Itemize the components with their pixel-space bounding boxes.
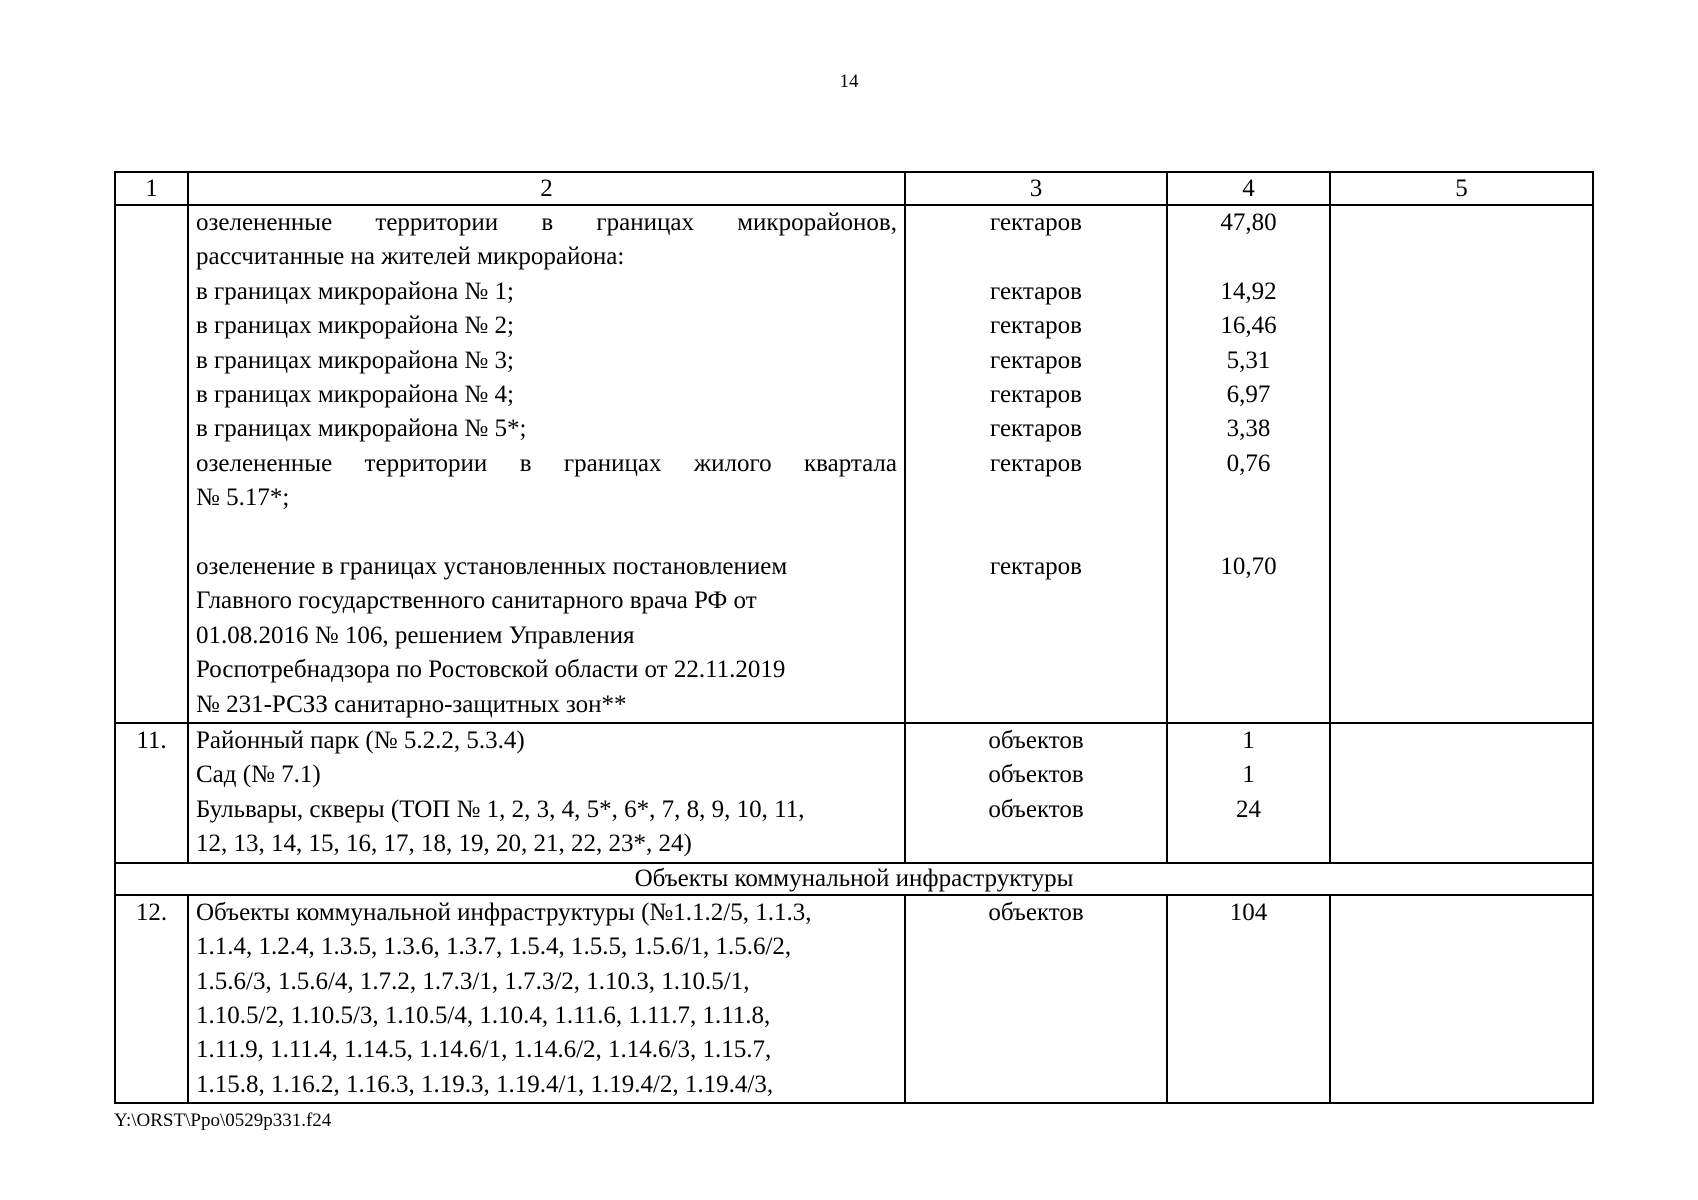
description-line: 1.11.9, 1.11.4, 1.14.5, 1.14.6/1, 1.14.6/2, 1.14.6/3, 1.15.7, bbox=[196, 1036, 772, 1064]
description-line: 01.08.2016 № 106, решением Управления bbox=[196, 621, 635, 649]
table-row-green-areas bbox=[115, 205, 1593, 723]
description-line: рассчитанные на жителей микрорайона: bbox=[196, 243, 625, 271]
description-line: Роспотребнадзора по Ростовской области от 22.11.2019 bbox=[196, 656, 786, 684]
description-line: в границах микрорайона № 3; bbox=[196, 346, 514, 374]
description-cell bbox=[188, 723, 905, 863]
description-line: в границах микрорайона № 1; bbox=[196, 277, 514, 305]
description-line: в границах микрорайона № 2; bbox=[196, 312, 514, 340]
unit-value: гектаров bbox=[990, 415, 1082, 443]
table-row-11 bbox=[115, 723, 1593, 863]
description-line: № 231-РСЗЗ санитарно-защитных зон** bbox=[196, 690, 627, 718]
description-line: 1.10.5/2, 1.10.5/3, 1.10.5/4, 1.10.4, 1.11.6, 1.11.7, 1.11.8, bbox=[196, 1001, 771, 1029]
description-line: Объекты коммунальной инфраструктуры (№1.1.2/5, 1.1.3, bbox=[196, 898, 812, 926]
unit-cell bbox=[905, 723, 1167, 863]
amount-value: 47,80 bbox=[1220, 209, 1277, 236]
description-line: Главного государственного санитарного врача РФ от bbox=[196, 587, 757, 615]
row-number bbox=[115, 205, 188, 723]
description-line: Сад (№ 7.1) bbox=[196, 761, 321, 789]
value-cell bbox=[1167, 723, 1330, 863]
description-line: Бульвары, скверы (ТОП № 1, 2, 3, 4, 5*, 6*, 7, 8, 9, 10, 11, bbox=[196, 795, 805, 823]
unit-cell bbox=[905, 895, 1167, 1103]
column-header: 4 bbox=[1167, 172, 1330, 205]
unit-value: гектаров bbox=[990, 312, 1082, 340]
description-cell bbox=[188, 205, 905, 723]
description-line: озелененные территории в границах жилого квартала bbox=[196, 449, 897, 477]
amount-value: 24 bbox=[1236, 795, 1261, 823]
unit-value: объектов bbox=[988, 898, 1084, 926]
amount-value: 0,76 bbox=[1226, 449, 1271, 477]
value-cell bbox=[1167, 205, 1330, 723]
description-line: озеленение в границах установленных постановлением bbox=[196, 553, 788, 581]
row-number: 12. bbox=[115, 895, 188, 1103]
unit-value: гектаров bbox=[990, 209, 1082, 236]
note-cell bbox=[1330, 723, 1593, 863]
section-header-row bbox=[115, 863, 1593, 895]
description-line: 12, 13, 14, 15, 16, 17, 18, 19, 20, 21, 22, 23*, 24) bbox=[196, 830, 692, 858]
unit-value: гектаров bbox=[990, 449, 1082, 477]
page-number: 14 bbox=[839, 71, 859, 92]
description-line: озелененные территории в границах микрорайонов, bbox=[196, 209, 897, 236]
unit-value: объектов bbox=[988, 795, 1084, 823]
amount-value: 16,46 bbox=[1220, 312, 1277, 340]
unit-value: гектаров bbox=[990, 277, 1082, 305]
description-line: в границах микрорайона № 5*; bbox=[196, 415, 527, 443]
column-header: 2 bbox=[188, 172, 905, 205]
description-line: 1.15.8, 1.16.2, 1.16.3, 1.19.3, 1.19.4/1, 1.19.4/2, 1.19.4/3, bbox=[196, 1070, 774, 1098]
section-title: Объекты коммунальной инфраструктуры bbox=[115, 863, 1593, 895]
unit-value: гектаров bbox=[990, 553, 1082, 581]
description-line: № 5.17*; bbox=[196, 484, 290, 512]
file-path-footer: Y:\ORST\Ppo\0529p331.f24 bbox=[114, 1110, 332, 1131]
column-header: 5 bbox=[1330, 172, 1593, 205]
amount-value: 5,31 bbox=[1226, 346, 1271, 374]
table-header-row bbox=[115, 172, 1593, 205]
description-line: 1.5.6/3, 1.5.6/4, 1.7.2, 1.7.3/1, 1.7.3/2, 1.10.3, 1.10.5/1, bbox=[196, 967, 750, 995]
table-row-12 bbox=[115, 895, 1593, 1103]
column-header: 3 bbox=[905, 172, 1167, 205]
unit-value: объектов bbox=[988, 727, 1084, 755]
data-table bbox=[114, 171, 1594, 1104]
unit-cell bbox=[905, 205, 1167, 723]
amount-value: 104 bbox=[1229, 898, 1268, 926]
unit-value: объектов bbox=[988, 761, 1084, 789]
description-cell bbox=[188, 895, 905, 1103]
column-header: 1 bbox=[115, 172, 188, 205]
amount-value: 10,70 bbox=[1220, 553, 1277, 581]
value-cell bbox=[1167, 895, 1330, 1103]
row-number: 11. bbox=[115, 723, 188, 863]
description-line: 1.1.4, 1.2.4, 1.3.5, 1.3.6, 1.3.7, 1.5.4, 1.5.5, 1.5.6/1, 1.5.6/2, bbox=[196, 933, 792, 961]
amount-value: 3,38 bbox=[1226, 415, 1271, 443]
amount-value: 14,92 bbox=[1220, 277, 1277, 305]
unit-value: гектаров bbox=[990, 381, 1082, 409]
note-cell bbox=[1330, 205, 1593, 723]
amount-value: 1 bbox=[1242, 761, 1255, 789]
description-line: Районный парк (№ 5.2.2, 5.3.4) bbox=[196, 727, 525, 755]
description-line: в границах микрорайона № 4; bbox=[196, 381, 514, 409]
amount-value: 6,97 bbox=[1226, 381, 1271, 409]
amount-value: 1 bbox=[1242, 727, 1255, 755]
unit-value: гектаров bbox=[990, 346, 1082, 374]
note-cell bbox=[1330, 895, 1593, 1103]
